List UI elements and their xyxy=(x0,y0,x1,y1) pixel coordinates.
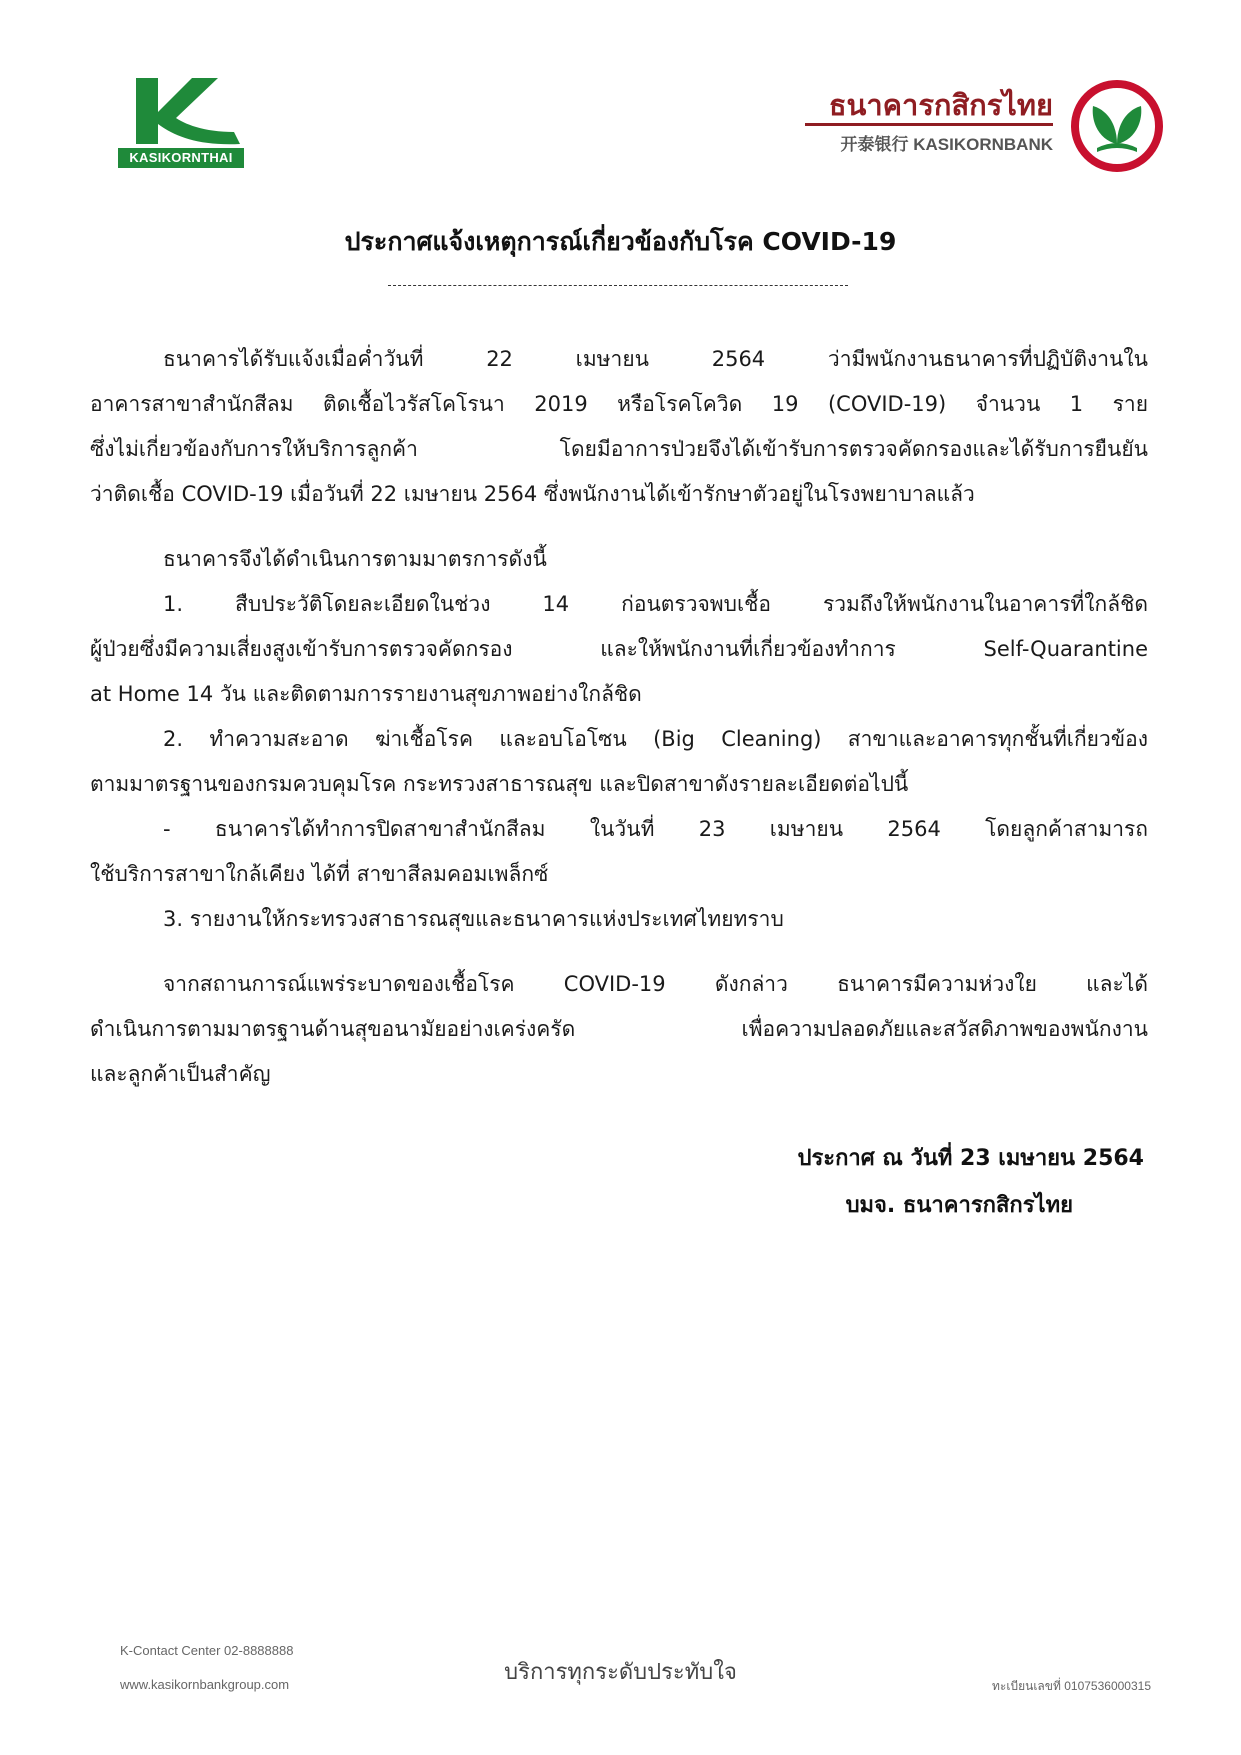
announcement-title: ประกาศแจ้งเหตุการณ์เกี่ยวข้องกับโรค COVID-19 xyxy=(344,227,897,256)
announcement-date: ประกาศ ณ วันที่ 23 เมษายน 2564 xyxy=(797,1146,1144,1171)
kasikornbank-english-name: 开泰银行 KASIKORNBANK xyxy=(840,135,1053,154)
measure-3-line: 3. รายงานให้กระทรวงสาธารณสุขและธนาคารแห่งประเทศไทยทราบ xyxy=(163,907,784,931)
paragraph-line: อาคารสาขาสำนักสีลม ติดเชื้อไวรัสโคโรนา 2019 หรือโรคโควิด 19 (COVID-19) จำนวน 1 ราย xyxy=(90,392,1148,416)
registration-number: ทะเบียนเลขที่ 0107536000315 xyxy=(992,1679,1151,1693)
measure-2-line: ตามมาตรฐานของกรมควบคุมโรค กระทรวงสาธารณสุข และปิดสาขาดังรายละเอียดต่อไปนี้ xyxy=(90,772,909,796)
paragraph-line: ธนาคารได้รับแจ้งเมื่อค่ำวันที่ 22 เมษายน 2564 ว่ามีพนักงานธนาคารที่ปฏิบัติงานใน xyxy=(163,347,1148,371)
bank-slogan: บริการทุกระดับประทับใจ xyxy=(504,1660,737,1685)
measure-2-sub-line: - ธนาคารได้ทำการปิดสาขาสำนักสีลม ในวันที่ 23 เมษายน 2564 โดยลูกค้าสามารถ xyxy=(163,817,1148,841)
contact-center: K-Contact Center 02-8888888 xyxy=(120,1643,294,1658)
kasikornbank-thai-name: ธนาคารกสิกรไทย xyxy=(828,88,1053,122)
website-link[interactable]: www.kasikornbankgroup.com xyxy=(120,1677,290,1692)
closing-paragraph-line: จากสถานการณ์แพร่ระบาดของเชื้อโรค COVID-19 ดังกล่าว ธนาคารมีความห่วงใย และได้ xyxy=(163,972,1148,996)
company-name: บมจ. ธนาคารกสิกรไทย xyxy=(845,1193,1073,1218)
measure-1-line: ผู้ป่วยซึ่งมีความเสี่ยงสูงเข้ารับการตรวจคัดกรอง และให้พนักงานที่เกี่ยวข้องทำการ Self-Quarantine xyxy=(90,637,1148,661)
measure-2-line: 2. ทำความสะอาด ฆ่าเชื้อโรค และอบโอโซน (Big Cleaning) สาขาและอาคารทุกชั้นที่เกี่ยวข้อง xyxy=(163,727,1148,751)
measure-2-sub-line: ใช้บริการสาขาใกล้เคียง ได้ที่ สาขาสีลมคอมเพล็กซ์ xyxy=(90,862,549,886)
closing-paragraph-line: และลูกค้าเป็นสำคัญ xyxy=(90,1062,271,1086)
closing-paragraph-line: ดำเนินการตามมาตรฐานด้านสุขอนามัยอย่างเคร่งครัด เพื่อความปลอดภัยและสวัสดิภาพของพนักงาน xyxy=(90,1017,1148,1041)
title-divider xyxy=(388,285,848,286)
measure-1-line: 1. สืบประวัติโดยละเอียดในช่วง 14 ก่อนตรวจพบเชื้อ รวมถึงให้พนักงานในอาคารที่ใกล้ชิด xyxy=(163,592,1148,616)
logo-divider xyxy=(805,123,1053,126)
paragraph-line: ว่าติดเชื้อ COVID-19 เมื่อวันที่ 22 เมษายน 2564 ซึ่งพนักงานได้เข้ารักษาตัวอยู่ในโรงพยาบาลแล้ว xyxy=(90,482,975,506)
kasikornthai-logo xyxy=(118,74,246,170)
kasikornthai-wordmark: KASIKORNTHAI xyxy=(118,148,244,168)
kasikornbank-logo xyxy=(785,78,1165,174)
kasikornbank-emblem-icon xyxy=(1069,78,1165,174)
measure-1-line: at Home 14 วัน และติดตามการรายงานสุขภาพอย่างใกล้ชิด xyxy=(90,682,642,706)
paragraph-line: ซึ่งไม่เกี่ยวข้องกับการให้บริการลูกค้า โดยมีอาการป่วยจึงได้เข้ารับการตรวจคัดกรองและได้รับการยืนยัน xyxy=(90,437,1148,461)
measures-intro: ธนาคารจึงได้ดำเนินการตามมาตรการดังนี้ xyxy=(163,547,547,571)
k-leaf-icon xyxy=(118,74,244,148)
